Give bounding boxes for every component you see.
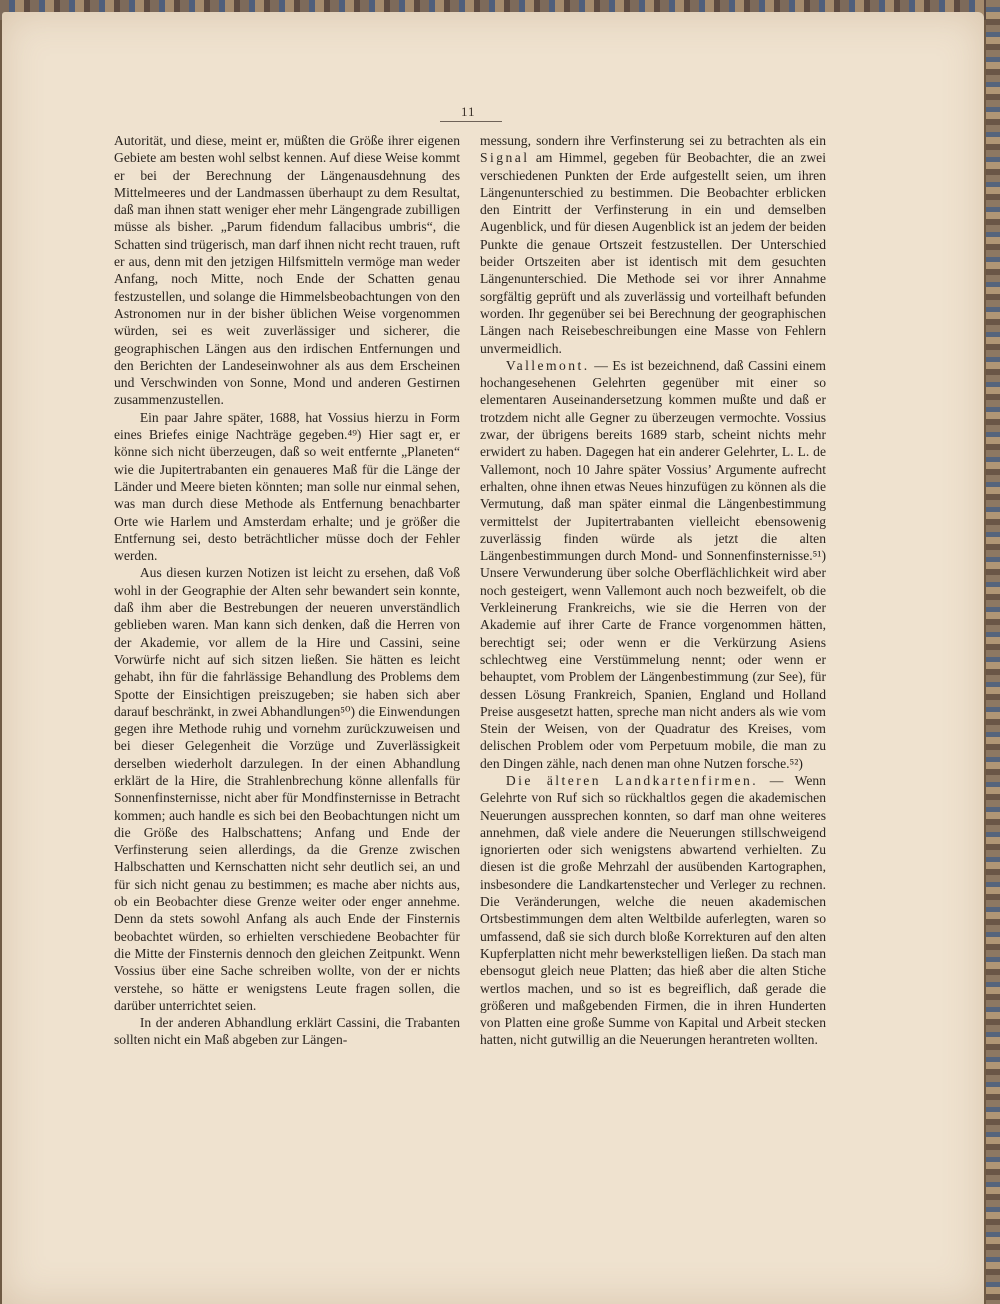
section-heading: Vallemont.	[505, 357, 590, 373]
left-column	[114, 132, 460, 1049]
paragraph: In der anderen Abhandlung erklärt Cassini, die Trabanten sollten nicht ein Maß abgeben zur Längen-	[114, 1015, 460, 1048]
paragraph: Ein paar Jahre später, 1688, hat Vossius hierzu in Form eines Briefes einige Nachträge gegeben.⁴⁹) Hier sagt er, er könne sich nicht überzeugen, daß so weit entfernte „Planeten“ wie die Jupitertrabanten ein genaueres Maß für die Länge der Länder und Meere bieten könnten; man solle nur einmal sehen, was man durch diese Methode als Entfernung benachbarter Orte wie Harlem und Amsterdam erhalte; und je größer die Entfernung sei, desto beträchtlicher müsse doch der Fehler werden.	[114, 409, 460, 564]
emphasized-word: Signal	[480, 150, 530, 166]
paragraph	[480, 132, 826, 357]
paragraph-text: am Himmel, gegeben für Beobachter, die an zwei verschiedenen Punkten der Erde aufgestellt seien, um ihren Längenunterschied zu bestimmen. Die Beobachter erblicken den Eintritt der Verfinsterung in ein und demselben Augenblick, und für diesen Augenblick ist an jedem der beiden Punkte die genaue Ortszeit festzustellen. Der Unterschied beider Ortszeiten aber ist identisch mit dem gesuchten Längenunterschied. Die Methode sei vor ihrer Annahme sorgfältig geprüft und als zuverlässig und vorteilhaft befunden worden. Ihr gegenüber sei bei Berechnung der geographischen Längen nach Reisebeschreibungen eine Masse von Fehlern unvermeidlich.	[480, 150, 826, 356]
paragraph	[480, 357, 826, 772]
book-fore-edge	[986, 0, 1000, 1304]
paragraph: Aus diesen kurzen Notizen ist leicht zu ersehen, daß Voß wohl in der Geographie der Alten sehr bewandert sein konnte, daß ihm aber die Bestrebungen der neueren unverständlich geblieben waren. Man kann sich denken, daß die Herren von der Akademie, vor allem de la Hire und Cassini, seine Vorwürfe nicht auf sich sitzen ließen. Sie hätten es leicht gehabt, ihn für die fahrlässige Behandlung des Problems dem Spotte der Einsichtigen preiszugeben; sie haben sich aber darauf beschränkt, in zwei Abhandlungen⁵⁰) die Einwendungen gegen ihre Methode ruhig und vornehm zurückzuweisen und bei dieser Gelegenheit die Vorzüge und Zuverlässigkeit derselben wiederholt darzulegen. In der einen Abhandlung erklärt de la Hire, die Strahlenbrechung könne allenfalls für Sonnenfinsternisse, nicht aber für Mondfinsternisse in Betracht kommen; auch handle es sich bei den Beobachtungen nicht um die Größe des Halbschattens; Anfang und Ende der Verfinsterung seien allerdings, da die Grenze zwischen Halbschatten und Kernschatten nicht sehr deutlich sei, an und für sich nicht genau zu bestimmen; es mache aber nichts aus, ob ein Beobachter diese Grenze weiter oder enger annehme. Denn da stets sowohl Anfang als auch Ende der Finsternis beobachtet würden, so erhielten verschiedene Beobachter für die Mitte der Finsternis dennoch den gleichen Zeitpunkt. Wenn Vossius über eine Sache schreiben wollte, von der er nichts verstehe, so hätte er wenigstens Leute fragen sollen, die darüber unterrichtet seien.	[114, 565, 460, 1013]
right-column	[480, 132, 826, 1049]
page-number: 11	[461, 104, 476, 119]
paragraph: Autorität, und diese, meint er, müßten die Größe ihrer eigenen Gebiete am besten wohl selbst kennen. Auf diese Weise kommt er bei der Berechnung der Längenausdehnung des Mittelmeeres und der Landmassen überhaupt zu dem Resultat, daß man ihnen statt weniger eher mehr Längengrade zubilligen müsse als bisher. „Parum fidendum fallacibus umbris“, die Schatten sind trügerisch, man darf ihnen nicht recht trauen, ruft er aus, denn mit den jetzigen Hilfsmitteln vermöge man weder Anfang, noch Mitte, noch Ende der Schatten genau festzustellen, und solange die Himmelsbeobachtungen von den Astronomen nur in der bisher üblichen Weise vorgenommen würden, sei es weit zuverlässiger und sicherer, die geographischen Längen aus den irdischen Entfernungen und den Berichten der Landeseinwohner als aus dem Erscheinen und Verschwinden von Sonne, Mond und anderen Gestirnen zusammenzustellen.	[114, 133, 460, 408]
page-number-rule	[440, 121, 502, 122]
paragraph	[480, 772, 826, 1049]
section-heading: Die älteren Landkartenfirmen.	[505, 772, 759, 788]
paragraph-text: messung, sondern ihre Verfinsterung sei zu betrachten als ein	[480, 133, 826, 148]
paragraph-text: — Es ist bezeichnend, daß Cassini einem hochangesehenen Gelehrten gegenüber mit einer so elementaren Auseinandersetzung kommen mußte und daß er trotzdem nicht alle Gegner zu überzeugen vermochte. Vossius zwar, der übrigens bereits 1689 starb, scheint nichts mehr erwidert zu haben. Dagegen hat ein anderer Gelehrter, L. L. de Vallemont, noch 10 Jahre später Vossius’ Argumente aufrecht erhalten, ohne ihnen etwas Neues hinzufügen zu können als die Vermutung, daß man später einmal die Längenbestimmung vermittelst der Jupitertrabanten vielleicht ebensowenig zuverlässig finden würde als jetzt die alten Längenbestimmungen durch Mond- und Sonnenfinsternisse.⁵¹) Unsere Verwunderung über solche Oberflächlichkeit wird aber noch gesteigert, wenn Vallemont auch noch bezweifelt, ob die Verkleinerung Frankreichs, wie sie die Herren von der Akademie auf ihrer Carte de France vorgenommen hätten, berechtigt sei; oder wenn er die Verkürzung Asiens schlechtweg eine Verstümmelung nennt; oder wenn er behauptet, vom Problem der Längenbestimmung (zur See), für dessen Lösung Frankreich, Spanien, England und Holland Preise ausgesetzt hatten, spreche man nicht anders als wie vom Stein der Weisen, von der Quadratur des Kreises, vom delischen Problem oder vom Perpetuum mobile, die man zu den Dingen zähle, nach denen man ohne Nutzen forsche.⁵²)	[480, 357, 827, 771]
paragraph-text: — Wenn Gelehrte von Ruf sich so rückhaltlos gegen die akademischen Neuerungen aussprechen konnten, so darf man ohne weiteres annehmen, daß viele andere die Neuerungen stillschweigend ignorierten oder sich wenigstens abwartend verhielten. Zu diesen ist die große Mehrzahl der ausübenden Kartographen, insbesondere die Landkartenstecher und Verleger zu rechnen. Die Veränderungen, welche die neuen akademischen Ortsbestimmungen dem alten Weltbilde auferlegten, waren so umfassend, daß sie sich durch bloße Korrekturen auf den alten Kupferplatten nicht mehr bewerkstelligen ließen. Da stach man ebensogut gleich neue Platten; das hieß aber die alten Stiche wertlos machen, und so ist es begreiflich, daß gerade die größeren und maßgebenden Firmen, die in ihren Hunderten von Platten eine große Summe von Kapital und Arbeit stecken hatten, nicht gutwillig an die Neuerungen herantreten wollten.	[480, 772, 826, 1048]
